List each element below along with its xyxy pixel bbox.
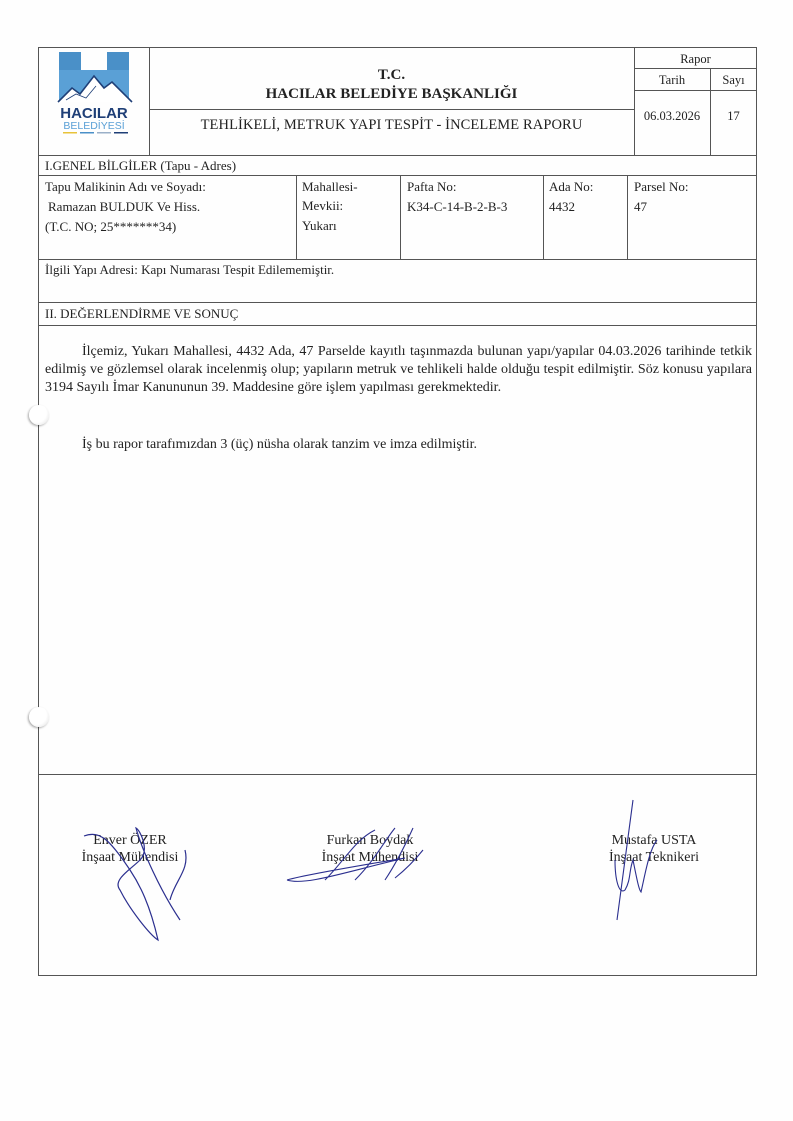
hacilar-belediyesi-logo-icon xyxy=(56,50,134,135)
signer-3-name: Mustafa USTA xyxy=(611,833,697,848)
divider xyxy=(38,175,757,176)
divider xyxy=(634,68,757,69)
report-box-heading: Rapor xyxy=(680,52,711,66)
signer-2-title: İnşaat Mühendisi xyxy=(321,850,419,865)
neighborhood-label-2: Mevkii: xyxy=(302,198,344,213)
header-title-tc: T.C. xyxy=(377,67,406,83)
block-value: 4432 xyxy=(549,199,575,214)
divider xyxy=(38,259,757,260)
signer-1-title: İnşaat Mühendisi xyxy=(81,850,179,865)
date-label: Tarih xyxy=(658,73,686,87)
divider xyxy=(296,175,297,259)
signer-1-name: Enver ÖZER xyxy=(93,833,167,848)
sheet-label: Pafta No: xyxy=(407,179,457,194)
sheet-value: K34-C-14-B-2-B-3 xyxy=(407,199,508,214)
building-address: İlgili Yapı Adresi: Kapı Numarası Tespit Edilememiştir. xyxy=(45,262,335,277)
neighborhood-label: Mahallesi- xyxy=(302,179,358,194)
parcel-value: 47 xyxy=(634,199,647,214)
closing-paragraph: İş bu rapor tarafımızdan 3 (üç) nüsha olarak tanzim ve imza edilmiştir. xyxy=(82,437,477,452)
svg-text:HACILAR: HACILAR xyxy=(60,105,128,122)
divider xyxy=(149,109,634,110)
evaluation-paragraph: İlçemiz, Yukarı Mahallesi, 4432 Ada, 47 Parselde kayıtlı taşınmazda bulunan yapı/yapılar 04.03.2026 tarihinde tetkik edilmiş ve gözlemsel olarak incelenmiş olup; yapıların metruk ve tehlikeli halde olduğu tespit edilmiştir. Söz konusu yapılara 3194 Sayılı İmar Kanununun 39. Maddesine göre işlem yapılması gerekmektedir. xyxy=(45,344,752,395)
block-label: Ada No: xyxy=(549,179,594,194)
owner-label: Tapu Malikinin Adı ve Soyadı: xyxy=(45,179,206,194)
signer-2-name: Furkan Boydak xyxy=(326,833,414,848)
divider xyxy=(627,175,628,259)
signer-3-title: İnşaat Teknikeri xyxy=(608,850,700,865)
divider xyxy=(400,175,401,259)
report-date: 06.03.2026 xyxy=(643,109,701,123)
divider xyxy=(634,90,757,91)
divider xyxy=(543,175,544,259)
section2-heading: II. DEĞERLENDİRME VE SONUÇ xyxy=(45,306,239,321)
divider xyxy=(38,302,757,303)
header-title-municipality: HACILAR BELEDİYE BAŞKANLIĞI xyxy=(265,86,518,102)
signature-1-scribble xyxy=(70,810,200,950)
neighborhood-value: Yukarı xyxy=(302,218,337,233)
owner-id: (T.C. NO; 25*******34) xyxy=(45,219,177,234)
punch-hole xyxy=(29,405,49,425)
punch-hole xyxy=(29,707,49,727)
section1-heading: I.GENEL BİLGİLER (Tapu - Adres) xyxy=(45,158,237,173)
signature-2-scribble xyxy=(285,820,455,900)
signature-3-scribble xyxy=(605,800,685,930)
parcel-label: Parsel No: xyxy=(634,179,689,194)
report-subtitle: TEHLİKELİ, METRUK YAPI TESPİT - İNCELEME RAPORU xyxy=(200,117,583,133)
divider xyxy=(38,774,757,775)
number-label: Sayı xyxy=(722,73,745,87)
divider xyxy=(38,325,757,326)
report-number: 17 xyxy=(727,109,740,123)
owner-name: Ramazan BULDUK Ve Hiss. xyxy=(48,199,201,214)
divider xyxy=(38,155,757,156)
svg-text:BELEDİYESİ: BELEDİYESİ xyxy=(63,120,125,132)
